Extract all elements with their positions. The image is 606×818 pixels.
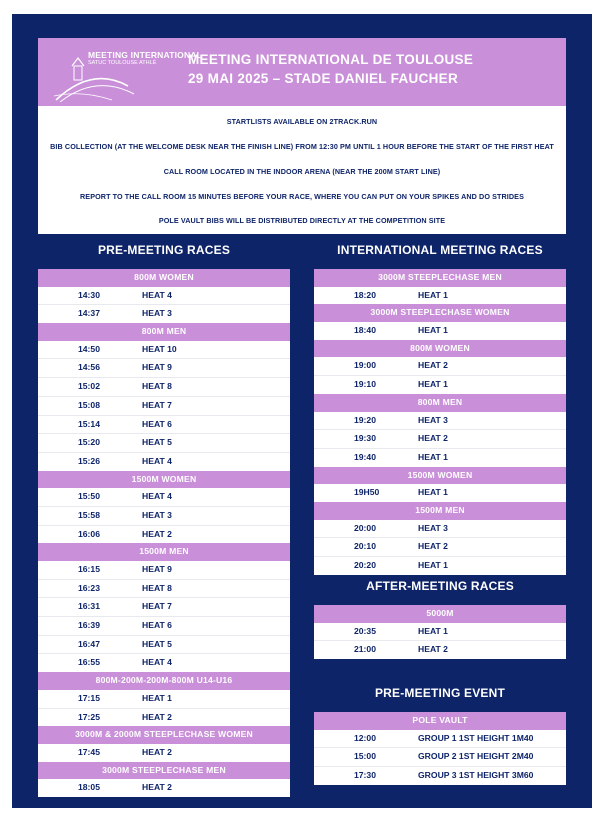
event-header: 800M MEN <box>38 323 290 341</box>
heat-time: 16:23 <box>78 582 100 593</box>
schedule-row <box>38 653 290 672</box>
heat-label: HEAT 8 <box>142 381 172 392</box>
heat-label: HEAT 2 <box>418 360 448 371</box>
heat-time: 16:31 <box>78 601 100 612</box>
heat-label: HEAT 1 <box>418 625 448 636</box>
schedule-row <box>314 287 566 305</box>
schedule-row <box>38 415 290 434</box>
heat-label: HEAT 5 <box>142 437 172 448</box>
heat-time: 16:06 <box>78 528 100 539</box>
event-header: 800M-200M-200M-800M U14-U16 <box>38 672 290 690</box>
pre-meeting-event-table <box>314 712 566 785</box>
info-startlists: STARTLISTS AVAILABLE ON 2TRACK.RUN <box>226 117 378 126</box>
heat-label: HEAT 2 <box>418 644 448 655</box>
after-meeting-races-table <box>314 605 566 659</box>
schedule-row <box>38 779 290 797</box>
schedule-row <box>38 358 290 377</box>
heat-time: 21:00 <box>354 644 376 655</box>
schedule-row <box>314 322 566 340</box>
pre-meeting-races-title: PRE-MEETING RACES <box>97 243 231 257</box>
heat-label: HEAT 1 <box>418 451 448 462</box>
schedule-row <box>314 484 566 502</box>
heat-time: 19H50 <box>354 487 380 498</box>
heat-time: 14:56 <box>78 362 100 373</box>
info-panel <box>38 106 566 234</box>
schedule-row <box>38 287 290 305</box>
heat-label: GROUP 1 1ST HEIGHT 1M40 <box>418 732 534 743</box>
heat-time: 17:25 <box>78 711 100 722</box>
heat-label: HEAT 2 <box>142 711 172 722</box>
heat-label: HEAT 3 <box>418 414 448 425</box>
heat-time: 17:30 <box>354 770 376 781</box>
heat-label: GROUP 3 1ST HEIGHT 3M60 <box>418 770 534 781</box>
schedule-row <box>38 452 290 471</box>
heat-label: HEAT 4 <box>142 491 172 502</box>
heat-time: 20:35 <box>354 625 376 636</box>
heat-time: 16:55 <box>78 657 100 668</box>
info-bib-collection: BIB COLLECTION (AT THE WELCOME DESK NEAR THE FINISH LINE) FROM 12:30 PM UNTIL 1 HOUR BEFORE THE START OF THE FIRST HEAT <box>50 142 554 151</box>
schedule-row <box>38 396 290 415</box>
heat-time: 19:30 <box>354 433 376 444</box>
heat-time: 12:00 <box>354 732 376 743</box>
heat-label: GROUP 2 1ST HEIGHT 2M40 <box>418 751 534 762</box>
info-call-room: CALL ROOM LOCATED IN THE INDOOR ARENA (NEAR THE 200M START LINE) <box>163 167 441 176</box>
heat-label: HEAT 3 <box>418 522 448 533</box>
heat-label: HEAT 9 <box>142 564 172 574</box>
event-header: POLE VAULT <box>314 712 566 730</box>
heat-label: HEAT 5 <box>142 638 172 649</box>
heat-label: HEAT 4 <box>142 657 172 668</box>
heat-time: 19:00 <box>354 360 376 371</box>
schedule-row <box>314 623 566 641</box>
heat-label: HEAT 3 <box>142 509 172 520</box>
heat-time: 15:08 <box>78 399 100 410</box>
schedule-row <box>314 448 566 467</box>
heat-time: 15:50 <box>78 491 100 502</box>
schedule-row <box>38 690 290 708</box>
after-meeting-races-title: AFTER-MEETING RACES <box>366 579 514 593</box>
heat-time: 19:20 <box>354 414 376 425</box>
event-header: 3000M STEEPLECHASE MEN <box>38 762 290 780</box>
heat-label: HEAT 1 <box>418 487 448 498</box>
heat-label: HEAT 1 <box>418 560 448 570</box>
schedule-row <box>38 433 290 452</box>
event-header: 800M MEN <box>314 394 566 412</box>
heat-time: 14:30 <box>78 289 100 300</box>
schedule-row <box>38 561 290 579</box>
heat-label: HEAT 1 <box>418 289 448 300</box>
heat-time: 20:10 <box>354 541 376 552</box>
event-header: 1500M MEN <box>38 543 290 561</box>
header-subtitle: 29 MAI 2025 – STADE DANIEL FAUCHER <box>188 71 459 86</box>
heat-time: 15:00 <box>354 751 376 762</box>
schedule-row <box>314 429 566 448</box>
event-header: 1500M MEN <box>314 502 566 520</box>
heat-time: 20:20 <box>354 560 376 570</box>
info-report: REPORT TO THE CALL ROOM 15 MINUTES BEFORE YOUR RACE, WHERE YOU CAN PUT ON YOUR SPIKES AND DO STRIDES <box>80 192 524 201</box>
heat-time: 15:14 <box>78 418 100 429</box>
info-pole-vault-bibs: POLE VAULT BIBS WILL BE DISTRIBUTED DIRECTLY AT THE COMPETITION SITE <box>158 216 446 225</box>
logo-subtitle: SATUC TOULOUSE ATHLÉ <box>88 60 157 66</box>
heat-time: 14:37 <box>78 308 100 319</box>
heat-time: 15:26 <box>78 455 100 466</box>
header-title: MEETING INTERNATIONAL DE TOULOUSE <box>188 52 474 67</box>
heat-label: HEAT 7 <box>142 601 172 612</box>
heat-label: HEAT 4 <box>142 455 172 466</box>
heat-time: 14:50 <box>78 343 100 354</box>
heat-label: HEAT 2 <box>418 433 448 444</box>
heat-time: 16:15 <box>78 564 100 574</box>
event-header: 800M WOMEN <box>38 269 290 287</box>
heat-time: 19:40 <box>354 451 376 462</box>
schedule-row <box>314 730 566 748</box>
schedule-row <box>38 488 290 506</box>
logo-name: MEETING INTERNATIONAL <box>88 50 203 60</box>
schedule-row <box>314 556 566 575</box>
international-races-table <box>314 269 566 575</box>
heat-label: HEAT 7 <box>142 399 172 410</box>
event-header: 5000M <box>314 605 566 623</box>
heat-time: 15:20 <box>78 437 100 448</box>
heat-label: HEAT 2 <box>142 528 172 539</box>
heat-label: HEAT 6 <box>142 418 172 429</box>
heat-time: 17:15 <box>78 692 100 703</box>
schedule-row <box>314 766 566 785</box>
heat-label: HEAT 2 <box>142 746 172 757</box>
event-header: 3000M STEEPLECHASE WOMEN <box>314 304 566 322</box>
pre-meeting-event-title: PRE-MEETING EVENT <box>374 686 506 700</box>
schedule-row <box>38 525 290 544</box>
heat-time: 15:58 <box>78 509 100 520</box>
schedule-row <box>314 375 566 394</box>
heat-time: 16:39 <box>78 620 100 631</box>
schedule-row <box>38 616 290 635</box>
header-titles <box>188 50 548 88</box>
schedule-row <box>314 357 566 375</box>
schedule-row <box>38 597 290 616</box>
schedule-row <box>38 377 290 396</box>
heat-time: 16:47 <box>78 638 100 649</box>
event-header: 800M WOMEN <box>314 340 566 358</box>
header-banner <box>38 38 566 106</box>
heat-label: HEAT 6 <box>142 620 172 631</box>
heat-time: 15:02 <box>78 381 100 392</box>
heat-time: 20:00 <box>354 522 376 533</box>
heat-label: HEAT 8 <box>142 582 172 593</box>
event-header: 1500M WOMEN <box>314 467 566 485</box>
heat-label: HEAT 3 <box>142 308 172 319</box>
schedule-row <box>314 747 566 766</box>
international-races-title: INTERNATIONAL MEETING RACES <box>337 243 543 257</box>
meeting-logo <box>52 44 203 102</box>
pre-meeting-races-table <box>38 269 290 797</box>
schedule-row <box>314 520 566 538</box>
heat-time: 18:40 <box>354 325 376 336</box>
schedule-row <box>38 708 290 727</box>
event-header: 1500M WOMEN <box>38 471 290 489</box>
heat-label: HEAT 1 <box>142 692 172 703</box>
schedule-row <box>314 640 566 659</box>
heat-label: HEAT 2 <box>142 782 172 793</box>
poster <box>12 14 592 808</box>
schedule-row <box>38 341 290 359</box>
event-header: 3000M STEEPLECHASE MEN <box>314 269 566 287</box>
schedule-row <box>38 579 290 598</box>
schedule-row <box>38 506 290 525</box>
heat-label: HEAT 4 <box>142 289 172 300</box>
heat-label: HEAT 1 <box>418 379 448 390</box>
schedule-row <box>38 744 290 762</box>
heat-label: HEAT 10 <box>142 343 177 354</box>
heat-time: 17:45 <box>78 746 100 757</box>
schedule-row <box>314 537 566 556</box>
schedule-row <box>38 304 290 323</box>
schedule-row <box>38 635 290 654</box>
schedule-row <box>314 412 566 430</box>
heat-label: HEAT 1 <box>418 325 448 336</box>
heat-label: HEAT 9 <box>142 362 172 373</box>
event-header: 3000M & 2000M STEEPLECHASE WOMEN <box>38 726 290 744</box>
heat-time: 18:20 <box>354 289 376 300</box>
heat-label: HEAT 2 <box>418 541 448 552</box>
heat-time: 19:10 <box>354 379 376 390</box>
heat-time: 18:05 <box>78 782 100 793</box>
